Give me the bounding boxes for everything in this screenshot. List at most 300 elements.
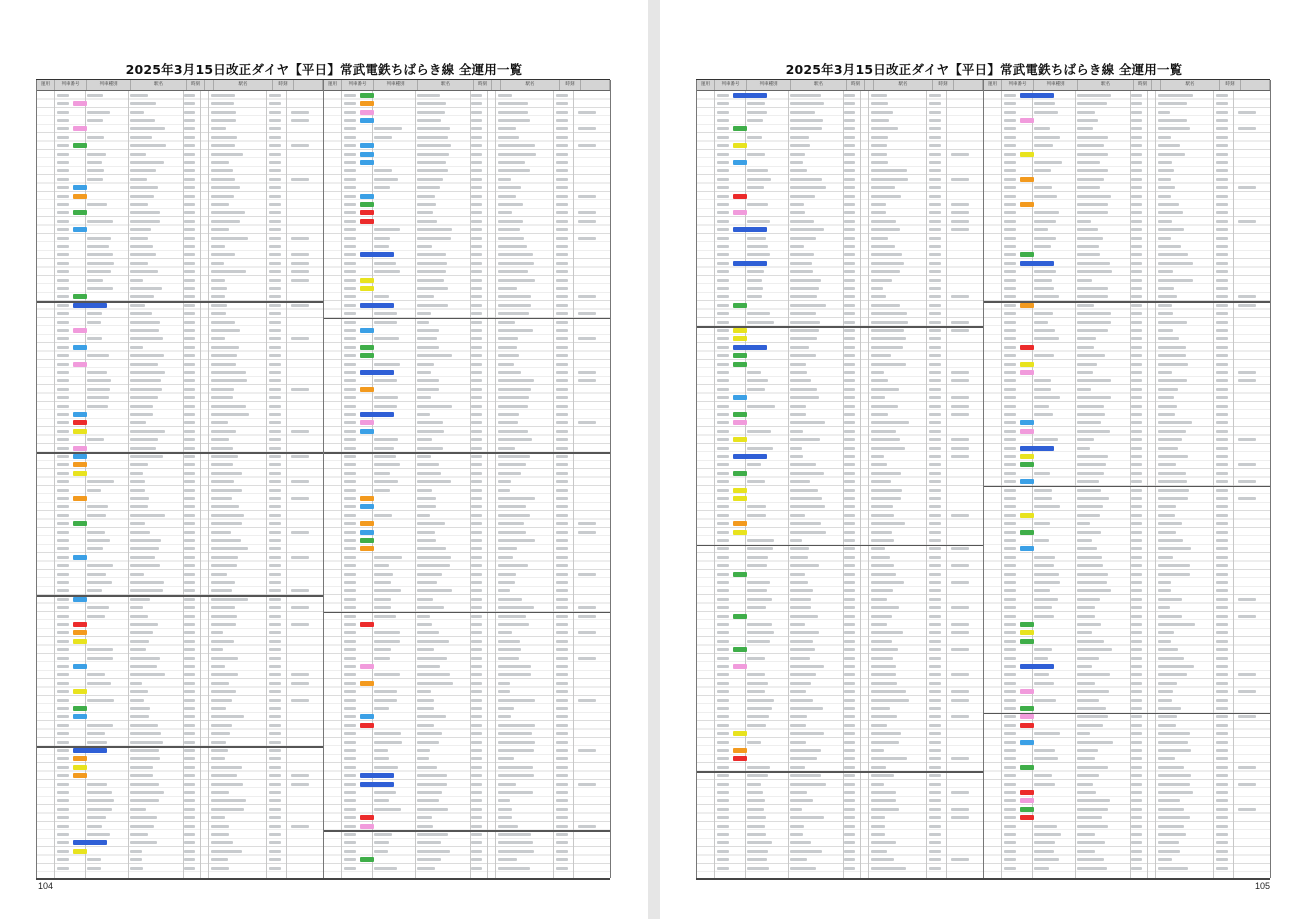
table-cell xyxy=(871,682,897,685)
table-cell xyxy=(184,186,195,189)
table-cell xyxy=(57,867,69,870)
table-cell xyxy=(87,111,110,114)
table-cell xyxy=(344,169,356,172)
table-cell xyxy=(87,724,113,727)
table-cell xyxy=(1238,304,1256,307)
table-cell xyxy=(344,480,356,483)
table-cell xyxy=(184,295,195,298)
table-cell xyxy=(556,799,568,802)
table-cell xyxy=(790,371,807,374)
table-cell xyxy=(556,581,568,584)
table-cell xyxy=(344,321,356,324)
table-cell xyxy=(871,472,901,475)
table-cell xyxy=(790,825,804,828)
table-cell xyxy=(57,489,69,492)
table-cell xyxy=(1158,203,1179,206)
table-cell xyxy=(1216,497,1228,500)
table-cell xyxy=(57,186,69,189)
table-cell xyxy=(1077,119,1098,122)
table-cell xyxy=(951,514,969,517)
table-cell xyxy=(1004,287,1016,290)
table-cell xyxy=(130,799,159,802)
table-cell xyxy=(1131,295,1142,298)
table-cell xyxy=(747,447,773,450)
table-cell xyxy=(1077,136,1108,139)
table-cell xyxy=(556,673,568,676)
table-cell xyxy=(417,228,452,231)
table-cell xyxy=(790,329,819,332)
table-cell xyxy=(57,808,69,811)
table-cell xyxy=(1158,531,1176,534)
table-cell xyxy=(1216,615,1228,618)
table-cell xyxy=(1216,220,1228,223)
table-cell xyxy=(471,237,482,240)
table-cell xyxy=(1131,405,1142,408)
table-cell xyxy=(471,682,482,685)
train-type-tag xyxy=(733,93,767,98)
table-cell xyxy=(1004,573,1016,576)
train-type-tag xyxy=(73,420,87,425)
table-cell xyxy=(1158,270,1173,273)
table-cell xyxy=(1034,699,1056,702)
table-cell xyxy=(717,581,729,584)
table-cell xyxy=(1004,539,1016,542)
table-cell xyxy=(1131,724,1142,727)
table-cell xyxy=(844,783,855,786)
table-cell xyxy=(1004,228,1016,231)
table-cell xyxy=(844,312,855,315)
table-cell xyxy=(1034,111,1058,114)
table-cell xyxy=(747,682,768,685)
table-cell xyxy=(556,665,568,668)
table-cell xyxy=(344,673,356,676)
table-cell xyxy=(57,321,69,324)
table-cell xyxy=(871,598,887,601)
table-cell xyxy=(1131,363,1142,366)
table-cell xyxy=(498,119,530,122)
table-cell xyxy=(417,640,449,643)
table-cell xyxy=(556,153,568,156)
table-cell xyxy=(498,699,535,702)
table-cell xyxy=(498,203,523,206)
table-cell xyxy=(871,816,885,819)
table-cell xyxy=(1077,178,1104,181)
table-cell xyxy=(1077,724,1103,727)
table-cell xyxy=(871,136,888,139)
table-cell xyxy=(1131,673,1142,676)
table-cell xyxy=(1131,379,1142,382)
table-cell xyxy=(747,581,770,584)
table-cell xyxy=(374,489,390,492)
table-cell xyxy=(951,690,969,693)
table-cell xyxy=(844,640,855,643)
table-header xyxy=(984,80,1270,91)
table-cell xyxy=(211,564,237,567)
table-cell xyxy=(790,623,805,626)
table-cell xyxy=(1158,858,1172,861)
table-cell xyxy=(556,262,568,265)
table-cell xyxy=(1077,505,1103,508)
table-cell xyxy=(556,598,568,601)
table-cell xyxy=(951,699,969,702)
table-cell xyxy=(498,615,526,618)
table-cell xyxy=(498,774,534,777)
table-cell xyxy=(344,757,356,760)
table-cell xyxy=(1034,648,1052,651)
table-cell xyxy=(790,312,816,315)
table-cell xyxy=(184,774,195,777)
table-cell xyxy=(1131,623,1142,626)
table-cell xyxy=(844,825,855,828)
train-type-tag xyxy=(73,756,87,761)
table-cell xyxy=(1238,715,1256,718)
table-cell xyxy=(1158,102,1187,105)
train-type-tag xyxy=(360,210,374,215)
table-cell xyxy=(498,228,520,231)
table-cell xyxy=(1004,421,1016,424)
table-cell xyxy=(417,396,431,399)
table-cell xyxy=(184,665,195,668)
table-cell xyxy=(471,749,482,752)
train-type-tag xyxy=(1020,177,1034,182)
table-cell xyxy=(747,405,775,408)
table-cell xyxy=(556,136,568,139)
table-cell xyxy=(57,497,69,500)
table-cell xyxy=(1216,573,1228,576)
header-cell: 列車種別 xyxy=(747,80,791,90)
table-cell xyxy=(1158,127,1190,130)
table-cell xyxy=(790,262,812,265)
table-cell xyxy=(1158,657,1184,660)
table-cell xyxy=(871,615,892,618)
table-cell xyxy=(1216,631,1228,634)
table-cell xyxy=(130,867,143,870)
table-cell xyxy=(1131,799,1142,802)
table-cell xyxy=(130,304,145,307)
table-header xyxy=(324,80,610,91)
table-cell xyxy=(747,463,761,466)
table-cell xyxy=(344,514,356,517)
table-cell xyxy=(871,144,887,147)
table-cell xyxy=(717,237,729,240)
table-cell xyxy=(790,287,819,290)
table-cell xyxy=(844,699,855,702)
table-cell xyxy=(717,94,729,97)
table-cell xyxy=(871,732,901,735)
table-cell xyxy=(417,858,441,861)
table-cell xyxy=(374,749,388,752)
table-cell xyxy=(871,447,905,450)
table-cell xyxy=(1004,379,1016,382)
table-cell xyxy=(1077,329,1108,332)
table-cell xyxy=(57,195,69,198)
table-cell xyxy=(87,589,102,592)
table-cell xyxy=(790,833,803,836)
table-cell xyxy=(844,791,855,794)
table-cell xyxy=(211,102,234,105)
table-cell xyxy=(717,472,729,475)
table-cell xyxy=(269,640,281,643)
table-cell xyxy=(498,850,534,853)
table-cell xyxy=(929,514,941,517)
table-cell xyxy=(790,211,805,214)
table-cell xyxy=(344,489,356,492)
table-cell xyxy=(471,430,482,433)
table-cell xyxy=(269,573,281,576)
table-cell xyxy=(130,337,163,340)
table-cell xyxy=(929,329,941,332)
table-cell xyxy=(747,237,766,240)
table-cell xyxy=(417,153,449,156)
table-cell xyxy=(1158,447,1178,450)
table-cell xyxy=(130,388,162,391)
table-cell xyxy=(417,304,448,307)
table-cell xyxy=(717,169,729,172)
table-cell xyxy=(929,379,941,382)
table-cell xyxy=(184,136,195,139)
table-cell xyxy=(57,673,69,676)
train-type-tag xyxy=(73,362,87,367)
table-cell xyxy=(211,144,235,147)
table-cell xyxy=(844,388,855,391)
table-cell xyxy=(374,791,396,794)
table-cell xyxy=(344,833,356,836)
table-cell xyxy=(417,262,447,265)
table-cell xyxy=(498,211,512,214)
table-cell xyxy=(1216,808,1228,811)
table-cell xyxy=(790,715,807,718)
table-cell xyxy=(184,581,195,584)
table-cell xyxy=(211,841,233,844)
table-cell xyxy=(211,531,231,534)
train-type-tag xyxy=(1020,420,1034,425)
grid-line xyxy=(1233,91,1234,878)
table-cell xyxy=(871,211,886,214)
table-cell xyxy=(747,623,772,626)
table-cell xyxy=(578,573,596,576)
table-cell xyxy=(471,757,482,760)
table-cell xyxy=(871,741,899,744)
table-cell xyxy=(556,438,568,441)
header-cell xyxy=(954,80,983,90)
table-cell xyxy=(790,514,805,517)
table-cell xyxy=(87,438,104,441)
train-type-tag xyxy=(73,227,87,232)
table-cell xyxy=(1004,631,1016,634)
table-cell xyxy=(1004,127,1016,130)
table-cell xyxy=(417,245,432,248)
train-type-tag xyxy=(73,328,87,333)
table-cell xyxy=(1216,186,1228,189)
table-cell xyxy=(871,858,894,861)
table-cell xyxy=(498,94,512,97)
table-cell xyxy=(556,489,568,492)
table-cell xyxy=(417,489,432,492)
table-cell xyxy=(844,354,855,357)
table-cell xyxy=(498,766,533,769)
table-cell xyxy=(344,556,356,559)
table-cell xyxy=(747,766,770,769)
table-cell xyxy=(1034,329,1055,332)
table-cell xyxy=(211,724,232,727)
table-cell xyxy=(417,732,442,735)
table-cell xyxy=(1034,270,1056,273)
table-cell xyxy=(1077,699,1099,702)
table-cell xyxy=(1034,682,1054,685)
table-cell xyxy=(1158,287,1174,290)
table-cell xyxy=(184,220,195,223)
table-cell xyxy=(269,615,281,618)
table-cell xyxy=(1216,850,1228,853)
table-cell xyxy=(130,472,143,475)
table-cell xyxy=(871,791,896,794)
table-cell xyxy=(269,136,281,139)
table-cell xyxy=(57,430,69,433)
table-cell xyxy=(1216,665,1228,668)
table-cell xyxy=(498,220,523,223)
table-cell xyxy=(1216,724,1228,727)
table-cell xyxy=(417,699,434,702)
table-cell xyxy=(471,690,482,693)
table-cell xyxy=(344,136,356,139)
table-cell xyxy=(556,363,568,366)
train-type-tag xyxy=(73,462,87,467)
table-cell xyxy=(1077,472,1104,475)
table-cell xyxy=(1158,178,1171,181)
table-cell xyxy=(871,287,883,290)
table-cell xyxy=(184,127,195,130)
header-cell xyxy=(294,80,323,90)
table-cell xyxy=(184,153,195,156)
table-cell xyxy=(291,237,309,240)
train-type-tag xyxy=(733,227,767,232)
table-cell xyxy=(871,262,904,265)
table-cell xyxy=(844,547,855,550)
table-cell xyxy=(929,144,941,147)
train-type-tag xyxy=(1020,429,1034,434)
table-cell xyxy=(747,270,764,273)
table-cell xyxy=(790,203,804,206)
table-cell xyxy=(130,329,159,332)
table-cell xyxy=(269,262,281,265)
table-cell xyxy=(498,573,516,576)
table-cell xyxy=(269,111,281,114)
table-cell xyxy=(87,682,111,685)
table-cell xyxy=(344,413,356,416)
table-cell xyxy=(498,136,519,139)
table-cell xyxy=(57,329,69,332)
table-cell xyxy=(374,321,397,324)
table-cell xyxy=(1034,388,1051,391)
table-cell xyxy=(57,682,69,685)
table-cell xyxy=(1158,615,1182,618)
table-cell xyxy=(1158,766,1184,769)
table-cell xyxy=(844,371,855,374)
train-type-tag xyxy=(733,664,747,669)
table-cell xyxy=(417,707,434,710)
table-cell xyxy=(929,707,941,710)
table-cell xyxy=(929,623,941,626)
table-cell xyxy=(211,522,242,525)
table-cell xyxy=(57,774,69,777)
table-cell xyxy=(291,556,309,559)
table-cell xyxy=(1131,547,1142,550)
header-cell: 列車番号 xyxy=(342,80,374,90)
table-cell xyxy=(130,715,149,718)
table-cell xyxy=(1158,421,1192,424)
table-cell xyxy=(1158,581,1171,584)
table-cell xyxy=(951,321,969,324)
train-type-tag xyxy=(360,546,374,551)
table-cell xyxy=(1077,287,1108,290)
table-cell xyxy=(471,136,482,139)
table-cell xyxy=(184,111,195,114)
table-cell xyxy=(790,363,806,366)
table-cell xyxy=(1004,405,1016,408)
table-cell xyxy=(498,665,531,668)
table-cell xyxy=(790,640,813,643)
table-cell xyxy=(1077,489,1101,492)
table-cell xyxy=(344,472,356,475)
table-cell xyxy=(1034,186,1052,189)
table-cell xyxy=(87,279,103,282)
table-cell xyxy=(471,858,482,861)
table-cell xyxy=(1158,480,1187,483)
table-cell xyxy=(130,228,151,231)
table-cell xyxy=(374,312,397,315)
table-cell xyxy=(929,816,941,819)
table-cell xyxy=(130,245,153,248)
table-cell xyxy=(717,321,729,324)
table-cell xyxy=(871,279,892,282)
table-cell xyxy=(1004,430,1016,433)
table-cell xyxy=(1004,144,1016,147)
table-cell xyxy=(87,388,110,391)
table-cell xyxy=(417,816,432,819)
table-cell xyxy=(498,715,511,718)
table-cell xyxy=(1158,783,1190,786)
train-type-tag xyxy=(733,530,747,535)
table-cell xyxy=(211,455,238,458)
table-cell xyxy=(717,346,729,349)
table-cell xyxy=(417,808,448,811)
table-cell xyxy=(417,791,442,794)
train-type-tag xyxy=(733,454,767,459)
table-cell xyxy=(471,321,482,324)
table-cell xyxy=(374,463,400,466)
table-cell xyxy=(130,648,146,651)
table-cell xyxy=(1077,573,1108,576)
table-cell xyxy=(929,489,941,492)
table-cell xyxy=(1216,455,1228,458)
table-cell xyxy=(130,732,161,735)
table-cell xyxy=(417,220,437,223)
table-cell xyxy=(1034,211,1059,214)
header-cell: 運用 xyxy=(37,80,55,90)
table-cell xyxy=(951,547,969,550)
table-cell xyxy=(871,581,904,584)
table-cell xyxy=(130,287,162,290)
table-cell xyxy=(471,640,482,643)
table-cell xyxy=(747,631,774,634)
table-cell xyxy=(211,405,246,408)
table-cell xyxy=(1131,279,1142,282)
table-cell xyxy=(498,505,526,508)
table-cell xyxy=(1158,455,1188,458)
table-cell xyxy=(871,724,887,727)
table-cell xyxy=(1131,447,1142,450)
table-cell xyxy=(184,329,195,332)
